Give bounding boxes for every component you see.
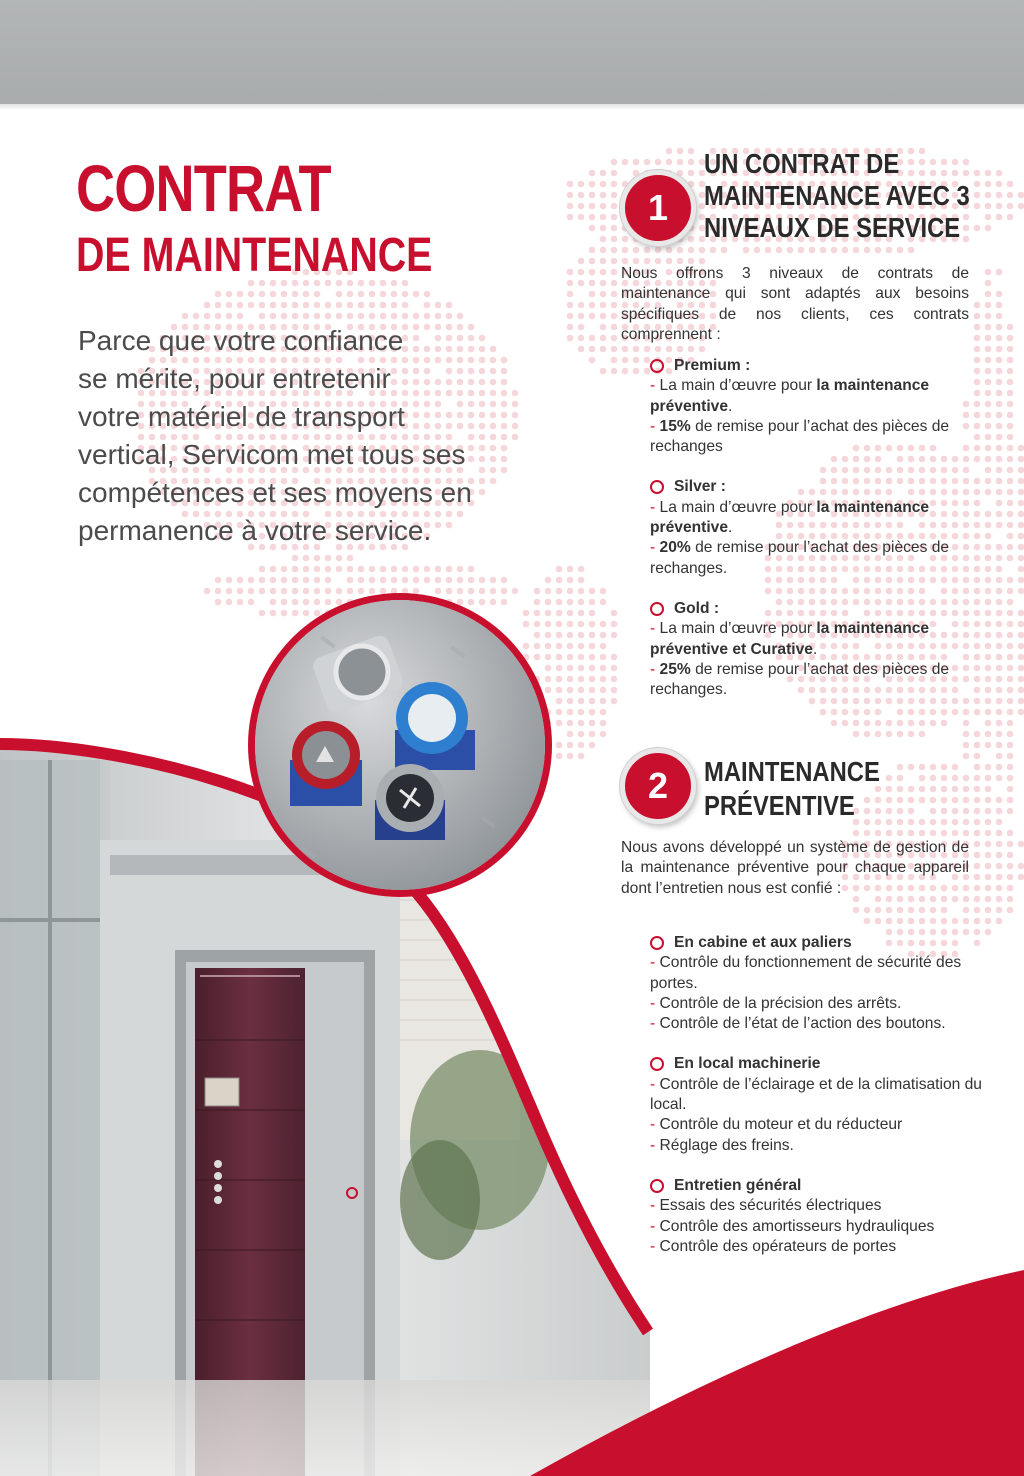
service-level-premium: Premium : - La main d’œuvre pour la maintenance préventive. - 15% de remise pour l’achat des pièces de rechanges xyxy=(650,357,950,456)
intro-line: permanence à votre service. xyxy=(78,515,432,546)
section-number-badge: 1 xyxy=(620,170,696,246)
circle-bullet-icon xyxy=(650,936,664,950)
page-subtitle: DE MAINTENANCE xyxy=(76,229,433,282)
intro-line: se mérite, pour entretenir xyxy=(78,363,391,394)
section-title-line: MAINTENANCE xyxy=(704,756,880,787)
section-title xyxy=(704,755,880,823)
service-level-name: Premium : xyxy=(674,357,751,374)
group-name: En local machinerie xyxy=(674,1055,821,1073)
intro-line: vertical, Servicom met tous ses xyxy=(78,439,466,470)
circle-bullet-icon xyxy=(650,602,664,616)
maintenance-groups-list xyxy=(650,933,995,1277)
group-name: Entretien général xyxy=(674,1176,802,1194)
service-level-silver: Silver : - La main d’œuvre pour la maintenance préventive. - 20% de remise pour l’achat des pièces de rechanges. xyxy=(650,478,950,577)
maintenance-group: En local machinerie - Contrôle de l’éclairage et de la climatisation du local. - Contrôle du moteur et du réducteur - Réglage des freins. xyxy=(650,1055,982,1154)
maintenance-group: Entretien général - Essais des sécurités électriques - Contrôle des amortisseurs hydrauliques - Contrôle des opérateurs de portes xyxy=(650,1176,935,1255)
intro-line: votre matériel de transport xyxy=(78,401,405,432)
section-paragraph: Nous offrons 3 niveaux de contrats de maintenance qui sont adaptés aux besoins spécifiques de nos clients, ces contrats comprennent : xyxy=(621,265,969,343)
section-title-line: NIVEAUX DE SERVICE xyxy=(704,212,961,243)
service-levels-list xyxy=(650,356,995,720)
intro-line: compétences et ses moyens en xyxy=(78,477,472,508)
section-number-badge: 2 xyxy=(620,748,696,824)
group-name: En cabine et aux paliers xyxy=(674,934,852,951)
section-title-line: PRÉVENTIVE xyxy=(704,790,855,821)
circle-bullet-icon xyxy=(650,359,664,373)
circle-bullet-icon xyxy=(650,1179,664,1193)
section-paragraph: Nous avons développé un système de gestion de la maintenance préventive pour chaque appareil dont l’entretien nous est confié : xyxy=(621,839,969,897)
circle-bullet-icon xyxy=(650,480,664,494)
maintenance-group: En cabine et aux paliers - Contrôle du fonctionnement de sécurité des portes. - Contrôle de la précision des arrêts. - Contrôle de l’état de l’action des boutons. xyxy=(650,934,962,1033)
intro-line: Parce que votre confiance xyxy=(78,325,404,356)
section-title-line: MAINTENANCE AVEC 3 xyxy=(704,180,970,211)
service-level-name: Silver : xyxy=(674,478,727,496)
service-level-name: Gold : xyxy=(674,599,720,617)
page-title: CONTRAT xyxy=(76,151,331,225)
service-level-gold: Gold : - La main d’œuvre pour la maintenance préventive et Curative. - 25% de remise pour l’achat des pièces de rechanges. xyxy=(650,599,950,699)
section-title-line: UN CONTRAT DE xyxy=(704,148,900,179)
intro-text xyxy=(78,322,548,550)
circle-bullet-icon xyxy=(650,1057,664,1071)
section-title xyxy=(704,148,970,244)
